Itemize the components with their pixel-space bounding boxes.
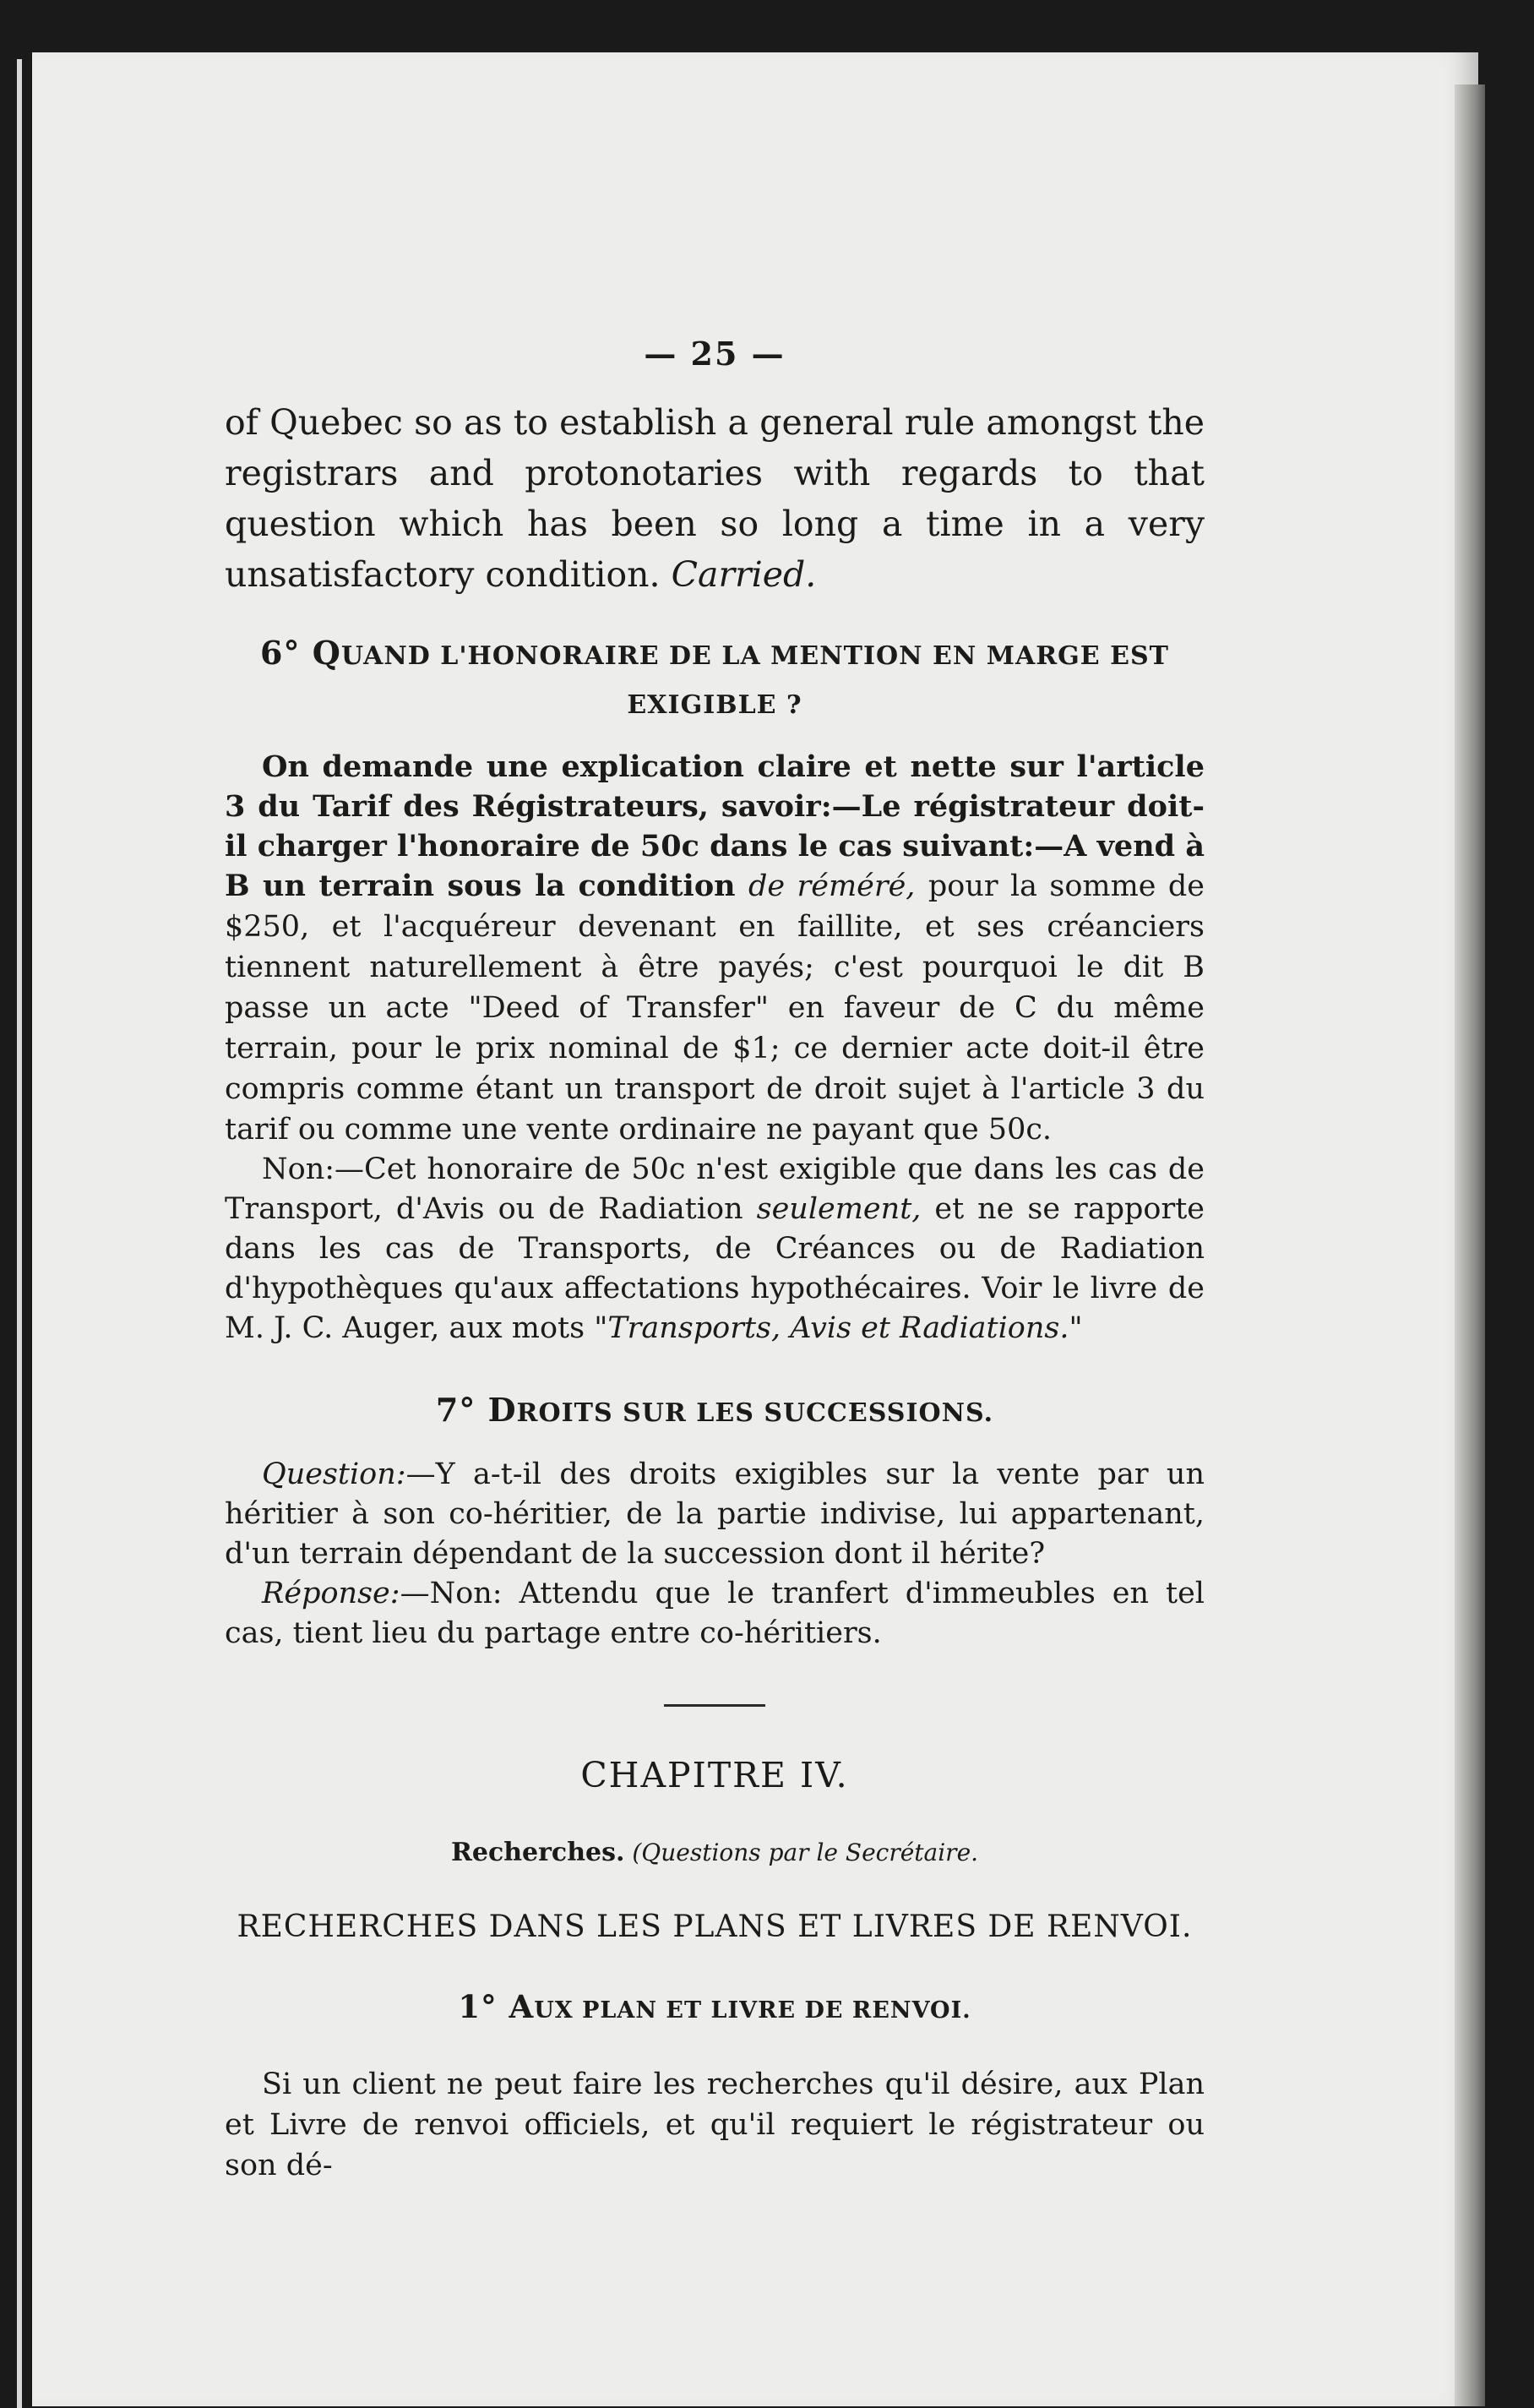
section-divider xyxy=(664,1704,765,1707)
section-7-question xyxy=(225,1455,1205,1574)
intro-text: of Quebec so as to establish a general rule amongst the registrars and protonotaries with regards to that question which has been so long a time in a very unsatisfactory condition. xyxy=(225,402,1205,595)
section-6-question xyxy=(225,747,1205,1150)
section-7-heading-rest: ROITS SUR LES SUCCESSIONS. xyxy=(516,1398,994,1428)
chapter-subtitle-italic: (Questions par le Secrétaire. xyxy=(632,1839,979,1866)
section-7-question-text: —Y a-t-il des droits exigibles sur la vente par un héritier à son co-héritier, de la partie indivise, lui appartenant, d'un terrain dépendant de la succession dont il hérite? xyxy=(225,1457,1205,1571)
page-content xyxy=(225,330,1205,2186)
section-7-answer-text: —Non: Attendu que le tranfert d'immeubles en tel cas, tient lieu du partage entre co-héritiers. xyxy=(225,1577,1205,1650)
closing-paragraph xyxy=(225,2064,1205,2186)
page-stack-edge xyxy=(1455,84,1485,2406)
chapter-sub-heading-prefix: 1° A xyxy=(458,1988,535,2025)
intro-paragraph xyxy=(225,397,1205,600)
section-7-answer xyxy=(225,1574,1205,1653)
section-6-question-italic: de réméré, xyxy=(748,869,916,903)
section-6-heading-rest: UAND L'HONORAIRE DE LA MENTION EN MARGE EST EXIGIBLE ? xyxy=(340,641,1169,720)
section-6-question-text: On demande une explication claire et nette sur l'article 3 du Tarif des Régistrateurs, savoir:—Le régistrateur doit-il charger l'honoraire de 50c dans le cas suivant:—A vend à B un terrain sous la condition xyxy=(225,749,1205,903)
page-number: — 25 — xyxy=(644,335,786,373)
section-6-answer-text: Non:—Cet honoraire de 50c n'est exigible que dans les cas de Transport, d'Avis ou de Radiation xyxy=(225,1152,1205,1226)
section-6-answer-italic: seulement, xyxy=(756,1192,922,1226)
section-6-answer xyxy=(225,1150,1205,1348)
scan-edge xyxy=(17,59,22,2408)
chapter-title: CHAPITRE IV. xyxy=(580,1755,849,1795)
chapter-subtitle xyxy=(225,1828,1205,1877)
chapter-subtitle-bold: Recherches. xyxy=(450,1838,625,1867)
section-7-question-label: Question: xyxy=(262,1457,406,1491)
closing-paragraph-text: Si un client ne peut faire les recherches qu'il désire, aux Plan et Livre de renvoi officiels, et qu'il requiert le régistrateur ou son dé- xyxy=(225,2068,1205,2182)
section-7-answer-label: Réponse: xyxy=(262,1577,400,1610)
section-6-answer-cont: et ne se rapporte dans les cas de Transports, de Créances ou de Radiation d'hypothèques qu'aux affectations hypothécaires. Voir le livre de M. J. C. Auger, aux mots xyxy=(225,1192,1205,1345)
section-6-heading xyxy=(225,629,1205,730)
chapter-sub-heading-rest: UX PLAN ET LIVRE DE RENVOI. xyxy=(534,1997,971,2024)
chapter-sub-heading xyxy=(225,1982,1205,2035)
section-6-heading-prefix: 6° Q xyxy=(260,634,341,672)
section-7-heading-prefix: 7° D xyxy=(435,1391,517,1429)
section-6-question-cont: pour la somme de $250, et l'acquéreur devenant en faillite, et ses créanciers tiennent naturellement à être payés; c'est pourquoi le dit B passe un acte "Deed of Transfer" en faveur de C du même terrain, pour le prix nominal de $1; ce dernier acte doit-il être compris comme étant un transport de droit sujet à l'article 3 du tarif ou comme une vente ordinaire ne payant que 50c. xyxy=(225,869,1205,1147)
section-7-heading xyxy=(225,1386,1205,1438)
chapter-caps-title: RECHERCHES DANS LES PLANS ET LIVRES DE RENVOI. xyxy=(237,1910,1193,1944)
section-6-answer-quote: "Transports, Avis et Radiations." xyxy=(594,1311,1083,1345)
intro-closing: Carried. xyxy=(671,554,817,595)
